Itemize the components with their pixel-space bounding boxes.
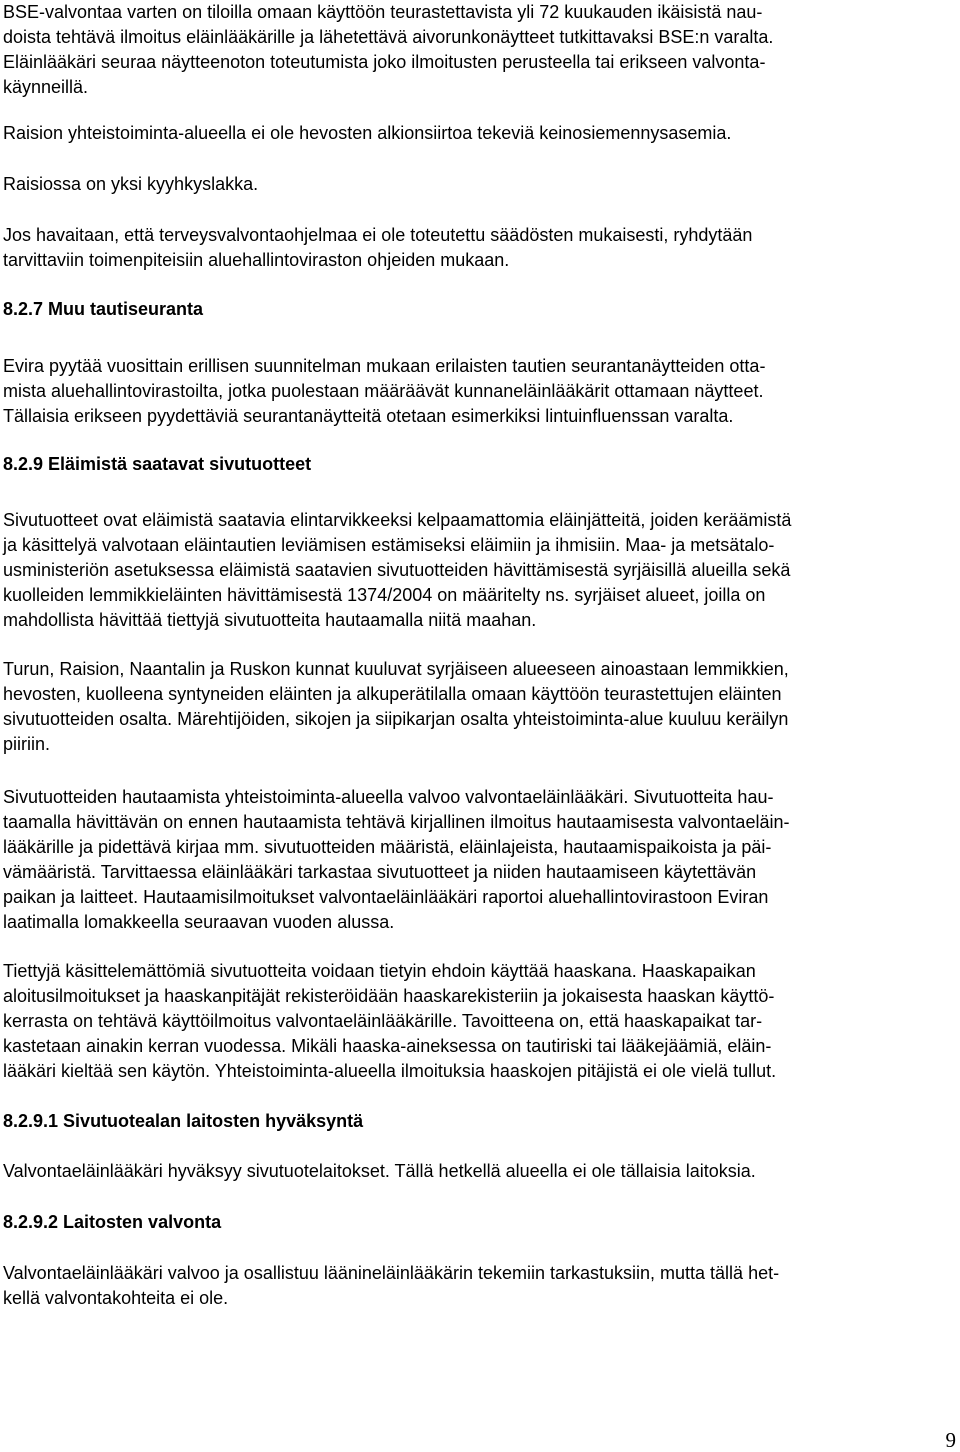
- text-line: kastetaan ainakin kerran vuodessa. Mikäli haaska-aineksessa on tautiriski tai lääkejäämiä, eläin-: [3, 1036, 772, 1056]
- text-line: käynneillä.: [3, 77, 89, 97]
- paragraph-remote-areas: [3, 657, 943, 757]
- text-line: lääkäri kieltää sen käytön. Yhteistoiminta-alueella ilmoituksia haaskojen pitäjistä ei ole vielä tullut.: [3, 1061, 777, 1081]
- paragraph-evira-sampling: [3, 354, 943, 429]
- text-line: Turun, Raision, Naantalin ja Ruskon kunnat kuuluvat syrjäiseen alueeseen ainoastaan lemmikkien,: [3, 659, 789, 679]
- text-line: mista aluehallintovirastoilta, jotka puolestaan määräävät kunnaneläinlääkärit ottamaan näytteet.: [3, 381, 764, 401]
- text-line: Valvontaeläinlääkäri valvoo ja osallistuu läänineläinlääkärin tekemiin tarkastuksiin, mutta tällä het-: [3, 1263, 780, 1283]
- text-line: sivutuotteiden osalta. Märehtijöiden, sikojen ja siipikarjan osalta yhteistoiminta-alue kuuluu keräilyn: [3, 709, 789, 729]
- text-line: kuolleiden lemmikkieläinten hävittämisestä 1374/2004 on määritelty ns. syrjäiset alueet, joilla on: [3, 585, 766, 605]
- paragraph-carrion-sites: [3, 959, 943, 1084]
- text-line: taamalla hävittävän on ennen hautaamista tehtävä kirjallinen ilmoitus hautaamisesta valvontaeläin-: [3, 812, 790, 832]
- text-line: Eläinlääkäri seuraa näytteenoton toteutumista joko ilmoitusten perusteella tai erikseen valvonta-: [3, 52, 766, 72]
- text-line: Sivutuotteet ovat eläimistä saatavia elintarvikkeeksi kelpaamattomia eläinjätteitä, joiden keräämistä: [3, 510, 792, 530]
- text-line: mahdollista hävittää tiettyjä sivutuotteita hautaamalla niitä maahan.: [3, 610, 537, 630]
- text-line: kellä valvontakohteita ei ole.: [3, 1288, 229, 1308]
- text-line: tarvittaviin toimenpiteisiin aluehallintoviraston ohjeiden mukaan.: [3, 250, 510, 270]
- paragraph-plant-approval: [3, 1159, 943, 1184]
- section-heading-plant-approval: 8.2.9.1 Sivutuotealan laitosten hyväksyntä: [3, 1111, 364, 1131]
- text-line: ja käsittelyä valvotaan eläintautien leviämisen estämiseksi eläimiin ja ihmisiin. Maa- ja metsätalo-: [3, 535, 775, 555]
- paragraph-burial-supervision: [3, 785, 943, 935]
- text-line: doista tehtävä ilmoitus eläinlääkärille ja lähetettävä aivorunkonäytteet tutkittavaksi BSE:n varalta.: [3, 27, 774, 47]
- paragraph-bse-monitoring: [3, 0, 943, 100]
- text-line: Tiettyjä käsittelemättömiä sivutuotteita voidaan tietyin ehdoin käyttää haaskana. Haaskapaikan: [3, 961, 756, 981]
- paragraph-insemination-stations: [3, 121, 943, 146]
- text-line: Raision yhteistoiminta-alueella ei ole hevosten alkionsiirtoa tekeviä keinosiemennysasemia.: [3, 123, 732, 143]
- text-line: Tällaisia erikseen pyydettäviä seurantanäytteitä otetaan esimerkiksi lintuinfluenssan varalta.: [3, 406, 734, 426]
- text-line: Sivutuotteiden hautaamista yhteistoiminta-alueella valvoo valvontaeläinlääkäri. Sivutuotteita hau-: [3, 787, 774, 807]
- text-line: aloitusilmoitukset ja haaskanpitäjät rekisteröidään haaskarekisteriin ja jokaisesta haaskan käyttö-: [3, 986, 775, 1006]
- section-heading-animal-by-products: 8.2.9 Eläimistä saatavat sivutuotteet: [3, 454, 312, 474]
- page-number: 9: [945, 1428, 956, 1452]
- text-line: Raisiossa on yksi kyyhkyslakka.: [3, 174, 259, 194]
- section-heading-plant-supervision: 8.2.9.2 Laitosten valvonta: [3, 1212, 222, 1232]
- text-line: piiriin.: [3, 734, 51, 754]
- text-line: kerrasta on tehtävä käyttöilmoitus valvontaeläinlääkärille. Tavoitteena on, että haaskapaikat tar-: [3, 1011, 763, 1031]
- text-line: Jos havaitaan, että terveysvalvontaohjelmaa ei ole toteutettu säädösten mukaisesti, ryhdytään: [3, 225, 753, 245]
- text-line: Evira pyytää vuosittain erillisen suunnitelman mukaan erilaisten tautien seurantanäytteiden otta-: [3, 356, 766, 376]
- paragraph-plant-supervision: [3, 1261, 943, 1311]
- paragraph-pigeon-loft: [3, 172, 943, 197]
- text-line: Valvontaeläinlääkäri hyväksyy sivutuotelaitokset. Tällä hetkellä alueella ei ole tällaisia laitoksia.: [3, 1161, 756, 1181]
- section-heading-disease-monitoring: 8.2.7 Muu tautiseuranta: [3, 299, 204, 319]
- paragraph-by-products-definition: [3, 508, 943, 633]
- text-line: usministeriön asetuksessa eläimistä saatavien sivutuotteiden hävittämisestä syrjäisillä alueilla sekä: [3, 560, 791, 580]
- text-line: hevosten, kuolleena syntyneiden eläinten ja alkuperätilalla omaan käyttöön teurastettujen eläinten: [3, 684, 782, 704]
- text-line: vämääristä. Tarvittaessa eläinlääkäri tarkastaa sivutuotteet ja niiden hautaamiseen käytettävän: [3, 862, 757, 882]
- text-line: BSE-valvontaa varten on tiloilla omaan käyttöön teurastettavista yli 72 kuukauden ikäisistä nau-: [3, 2, 763, 22]
- text-line: paikan ja laitteet. Hautaamisilmoitukset valvontaeläinlääkäri raportoi aluehallintovirastoon Eviran: [3, 887, 769, 907]
- text-line: lääkärille ja pidettävä kirjaa mm. sivutuotteiden määristä, eläinlajeista, hautaamispaikoista ja päi-: [3, 837, 772, 857]
- text-line: laatimalla lomakkeella seuraavan vuoden alussa.: [3, 912, 395, 932]
- paragraph-health-program: [3, 223, 943, 273]
